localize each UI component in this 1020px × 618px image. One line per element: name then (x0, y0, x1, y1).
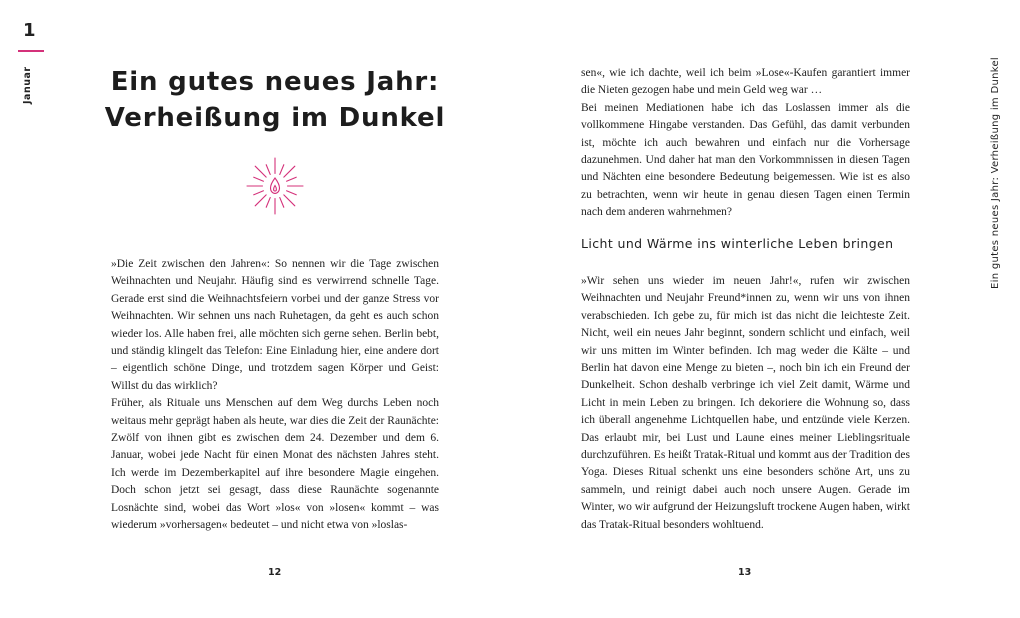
chapter-label: Januar (22, 66, 33, 104)
paragraph: Bei meinen Mediationen habe ich das Loslassen immer als die vollkommene Hingabe verstanden. Das Gefühl, das damit verbunden ist, möchte ich auch bewahren und einfach nur die Vorhersage dazunehmen. Und daher hat man den Vorkommnissen in diesen Tagen und Nächten eine besondere Bedeutung beigemessen. Wie ist es also zu betrachten, wenn wir heute in genau diesen Tagen einen Termin nach dem anderen wahrnehmen? (581, 101, 910, 219)
ornament-ray (287, 177, 297, 181)
paragraph: Früher, als Rituale uns Menschen auf dem Weg durchs Leben noch weitaus mehr geprägt haben als heute, war dies die Zeit der Raunächte: Zwölf von ihnen gibt es zwischen dem 24. Dezember und dem 6. Januar, wobei jede Nacht für einen Monat des nächsten Jahres steht. Ich werde im Dezemberkapitel auf ihre besondere Magie eingehen. Doch schon jetzt sei gesagt, dass diese Raunächte sogenannte Losnächte sind, wobei das Wort »los« von »losen« kommt – was wiederum »vorhersagen« bedeutet – und nicht etwa von »loslas- (111, 397, 439, 532)
candle-rays-icon (244, 155, 306, 217)
page-number-left: 12 (268, 567, 282, 578)
paragraph: »Die Zeit zwischen den Jahren«: So nennen wir die Tage zwischen Weihnachten und Neujahr. Häufig sind es verwirrend schnelle Tage. Gerade erst sind die Weihnachtsfeiern vorbei und der ganze Stress vor Weihnachten. Wir sehnen uns nach Ruhetagen, da geht es auch schon wieder los. Alle haben frei, alle möchten sich gerne sehen. Berlin bebt, und ständig klingelt das Telefon: Eine Einladung hier, eine andere dort – eigentlich schöne Dinge, und trotzdem sagen Körper und Geist: Willst du das wirklich? (111, 258, 439, 392)
chapter-title-line-2: Verheißung im Dunkel (104, 103, 446, 133)
running-head: Ein gutes neues Jahr: Verheißung im Dunkel (990, 57, 1001, 289)
ornament-ray (266, 198, 270, 208)
ornament-ray (280, 165, 284, 175)
ornament-ray (284, 195, 295, 206)
right-body-text-bottom (581, 273, 910, 534)
chapter-number: 1 (23, 20, 36, 41)
right-page (510, 0, 1020, 618)
chapter-title (100, 64, 450, 136)
ornament-ray (284, 166, 295, 177)
ornament-ray (254, 191, 264, 195)
ornament-ray (266, 165, 270, 175)
right-body-text-top (581, 65, 910, 222)
chapter-accent-line (18, 50, 44, 52)
paragraph: sen«, wie ich dachte, weil ich beim »Lose«-Kaufen garantiert immer die Nieten gezogen habe und mein Geld weg war … (581, 67, 910, 97)
ornament-ray (254, 177, 264, 181)
ornament-ray (287, 191, 297, 195)
ornament-ray (255, 195, 266, 206)
section-heading: Licht und Wärme ins winterliche Leben bringen (581, 236, 894, 251)
left-body-text (111, 256, 439, 535)
ornament-ray (255, 166, 266, 177)
chapter-title-line-1: Ein gutes neues Jahr: (110, 67, 440, 97)
paragraph: »Wir sehen uns wieder im neuen Jahr!«, rufen wir zwischen Weihnachten und Neujahr Freund*innen zu, wenn wir uns von ihnen verabschieden. Ich gebe zu, für mich ist das nicht die leichteste Zeit. Nicht, weil ein neues Jahr beginnt, sondern schlicht und einfach, weil wir uns mitten im Winter befinden. Ich mag weder die Kälte – und Berlin hat davon eine Menge zu bieten –, noch bin ich ein Freund der Dunkelheit. Schon deshalb verbringe ich viel Zeit damit, Wärme und Licht in mein Leben zu bringen. Ich dekoriere die Wohnung so, dass ich überall angenehme Lichtquellen habe, und entzünde viele Kerzen. Das erlaubt mir, bei Lust und Laune eines meiner Lieblingsrituale durchzuführen. Es heißt Tratak-Ritual und kommt aus der Tradition des Yoga. Dieses Ritual schenkt uns eine besonders schöne Art, uns zu sammeln, und reinigt dabei auch noch unsere Augen. Gerade im Winter, wo wir aufgrund der Heizungsluft trockene Augen haben, wirkt das Tratak-Ritual besonders wohltuend. (581, 275, 910, 531)
page-number-right: 13 (738, 567, 752, 578)
ornament-ray (280, 198, 284, 208)
